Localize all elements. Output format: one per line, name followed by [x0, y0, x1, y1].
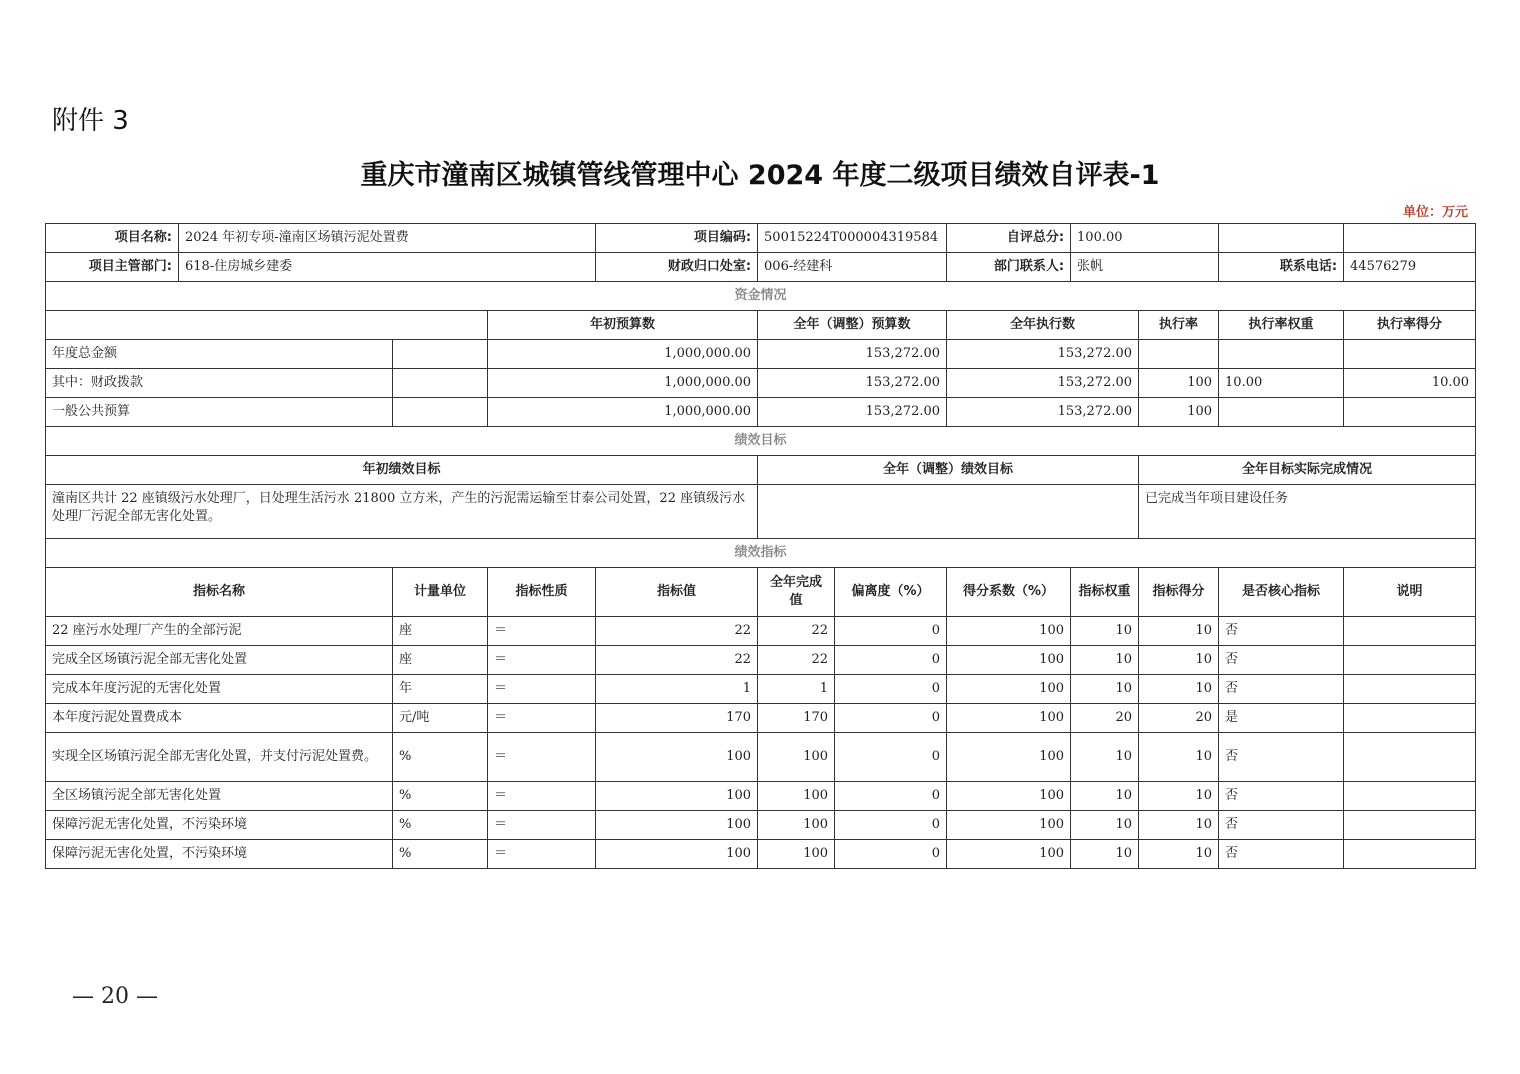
goals-header-row — [46, 456, 1476, 485]
ind-score: 10 — [1139, 617, 1219, 646]
ind-coef: 100 — [947, 617, 1071, 646]
funds-row-weight — [1219, 398, 1344, 427]
ind-note — [1344, 782, 1476, 811]
empty-cell — [393, 340, 488, 369]
info-row-2 — [46, 253, 1476, 282]
empty-cell — [393, 369, 488, 398]
ind-unit: 座 — [393, 646, 488, 675]
ind-weight: 10 — [1071, 733, 1139, 782]
funds-row-name: 其中：财政拨款 — [46, 369, 393, 398]
project-code-value: 50015224T000004319584 — [758, 224, 947, 253]
funds-header-weight: 执行率权重 — [1219, 311, 1344, 340]
ind-value: 100 — [596, 782, 758, 811]
ind-deviation: 0 — [835, 675, 947, 704]
ind-header-nature: 指标性质 — [488, 568, 596, 617]
ind-nature: ＝ — [488, 617, 596, 646]
funds-row-weight: 10.00 — [1219, 369, 1344, 398]
ind-deviation: 0 — [835, 733, 947, 782]
ind-unit: % — [393, 811, 488, 840]
ind-unit: 元/吨 — [393, 704, 488, 733]
ind-coef: 100 — [947, 811, 1071, 840]
ind-coef: 100 — [947, 675, 1071, 704]
funds-row-adjusted: 153,272.00 — [758, 398, 947, 427]
ind-weight: 10 — [1071, 782, 1139, 811]
funds-row-adjusted: 153,272.00 — [758, 369, 947, 398]
ind-name: 完成全区场镇污泥全部无害化处置 — [46, 646, 393, 675]
ind-deviation: 0 — [835, 840, 947, 869]
ind-done: 100 — [758, 811, 835, 840]
ind-note — [1344, 617, 1476, 646]
dept-value: 618-住房城乡建委 — [179, 253, 596, 282]
ind-header-coef: 得分系数（%） — [947, 568, 1071, 617]
goals-header-actual: 全年目标实际完成情况 — [1139, 456, 1476, 485]
ind-done: 170 — [758, 704, 835, 733]
contact-value: 张帆 — [1071, 253, 1219, 282]
ind-value: 1 — [596, 675, 758, 704]
funds-row-rate: 100 — [1139, 398, 1219, 427]
ind-coef: 100 — [947, 733, 1071, 782]
funds-row-initial: 1,000,000.00 — [488, 398, 758, 427]
project-name-label: 项目名称: — [46, 224, 179, 253]
ind-weight: 10 — [1071, 811, 1139, 840]
ind-name: 完成本年度污泥的无害化处置 — [46, 675, 393, 704]
ind-header-deviation: 偏离度（%） — [835, 568, 947, 617]
unit-label: 单位：万元 — [1402, 205, 1468, 220]
ind-note — [1344, 840, 1476, 869]
funds-row-initial: 1,000,000.00 — [488, 369, 758, 398]
self-score-value: 100.00 — [1071, 224, 1219, 253]
dept-label: 项目主管部门: — [46, 253, 179, 282]
ind-header-value: 指标值 — [596, 568, 758, 617]
self-score-label: 自评总分: — [947, 224, 1071, 253]
ind-deviation: 0 — [835, 782, 947, 811]
ind-name: 实现全区场镇污泥全部无害化处置，并支付污泥处置费。 — [46, 733, 393, 782]
funds-header-score: 执行率得分 — [1344, 311, 1476, 340]
ind-value: 100 — [596, 840, 758, 869]
ind-done: 22 — [758, 617, 835, 646]
ind-nature: ＝ — [488, 840, 596, 869]
ind-done: 100 — [758, 840, 835, 869]
project-code-label: 项目编码: — [596, 224, 758, 253]
funds-row — [46, 369, 1476, 398]
contact-label: 部门联系人: — [947, 253, 1071, 282]
funds-row-name: 一般公共预算 — [46, 398, 393, 427]
ind-deviation: 0 — [835, 646, 947, 675]
ind-score: 10 — [1139, 675, 1219, 704]
funds-row-rate — [1139, 340, 1219, 369]
office-label: 财政归口处室: — [596, 253, 758, 282]
ind-header-weight: 指标权重 — [1071, 568, 1139, 617]
ind-done: 22 — [758, 646, 835, 675]
funds-row-executed: 153,272.00 — [947, 369, 1139, 398]
ind-score: 20 — [1139, 704, 1219, 733]
ind-note — [1344, 811, 1476, 840]
funds-row-rate: 100 — [1139, 369, 1219, 398]
info-row-1 — [46, 224, 1476, 253]
funds-row-adjusted: 153,272.00 — [758, 340, 947, 369]
ind-weight: 20 — [1071, 704, 1139, 733]
ind-unit: 年 — [393, 675, 488, 704]
empty-cell — [1344, 224, 1476, 253]
ind-header-done: 全年完成值 — [758, 568, 835, 617]
indicator-row — [46, 646, 1476, 675]
ind-note — [1344, 646, 1476, 675]
ind-weight: 10 — [1071, 646, 1139, 675]
funds-row-score — [1344, 398, 1476, 427]
ind-weight: 10 — [1071, 840, 1139, 869]
ind-value: 100 — [596, 811, 758, 840]
ind-core: 否 — [1219, 811, 1344, 840]
ind-score: 10 — [1139, 840, 1219, 869]
ind-name: 保障污泥无害化处置，不污染环境 — [46, 840, 393, 869]
project-name-value: 2024 年初专项-潼南区场镇污泥处置费 — [179, 224, 596, 253]
indicator-row — [46, 617, 1476, 646]
ind-nature: ＝ — [488, 646, 596, 675]
funds-header-executed: 全年执行数 — [947, 311, 1139, 340]
goals-header-initial: 年初绩效目标 — [46, 456, 758, 485]
indicators-section-title: 绩效指标 — [46, 539, 1476, 568]
ind-header-core: 是否核心指标 — [1219, 568, 1344, 617]
ind-header-unit: 计量单位 — [393, 568, 488, 617]
funds-header-row — [46, 311, 1476, 340]
funds-row-weight — [1219, 340, 1344, 369]
empty-cell — [46, 311, 488, 340]
ind-header-name: 指标名称 — [46, 568, 393, 617]
ind-note — [1344, 733, 1476, 782]
ind-value: 22 — [596, 617, 758, 646]
page-title: 重庆市潼南区城镇管线管理中心 2024 年度二级项目绩效自评表-1 — [360, 160, 1160, 191]
funds-row-score — [1344, 340, 1476, 369]
ind-core: 否 — [1219, 840, 1344, 869]
ind-header-note: 说明 — [1344, 568, 1476, 617]
ind-nature: ＝ — [488, 675, 596, 704]
funds-row-executed: 153,272.00 — [947, 340, 1139, 369]
ind-nature: ＝ — [488, 733, 596, 782]
funds-section-title: 资金情况 — [46, 282, 1476, 311]
ind-value: 22 — [596, 646, 758, 675]
indicator-row — [46, 840, 1476, 869]
ind-score: 10 — [1139, 646, 1219, 675]
funds-header-initial: 年初预算数 — [488, 311, 758, 340]
funds-row-executed: 153,272.00 — [947, 398, 1139, 427]
goals-actual-text: 已完成当年项目建设任务 — [1139, 485, 1476, 539]
indicator-row — [46, 704, 1476, 733]
goals-adjusted-text — [758, 485, 1139, 539]
ind-deviation: 0 — [835, 617, 947, 646]
indicators-header-row — [46, 568, 1476, 617]
indicator-row — [46, 675, 1476, 704]
funds-row — [46, 340, 1476, 369]
ind-score: 10 — [1139, 733, 1219, 782]
indicator-row — [46, 733, 1476, 782]
ind-note — [1344, 675, 1476, 704]
goals-header-adjusted: 全年（调整）绩效目标 — [758, 456, 1139, 485]
office-value: 006-经建科 — [758, 253, 947, 282]
ind-unit: % — [393, 782, 488, 811]
ind-unit: 座 — [393, 617, 488, 646]
funds-header-rate: 执行率 — [1139, 311, 1219, 340]
empty-cell — [1219, 224, 1344, 253]
ind-weight: 10 — [1071, 675, 1139, 704]
ind-core: 否 — [1219, 675, 1344, 704]
ind-deviation: 0 — [835, 811, 947, 840]
ind-coef: 100 — [947, 840, 1071, 869]
evaluation-table — [45, 223, 1476, 869]
ind-note — [1344, 704, 1476, 733]
goals-initial-text: 潼南区共计 22 座镇级污水处理厂，日处理生活污水 21800 立方米，产生的污泥需运输至甘泰公司处置，22 座镇级污水处理厂污泥全部无害化处置。 — [46, 485, 758, 539]
funds-header-adjusted: 全年（调整）预算数 — [758, 311, 947, 340]
ind-done: 1 — [758, 675, 835, 704]
funds-row — [46, 398, 1476, 427]
ind-core: 是 — [1219, 704, 1344, 733]
phone-value: 44576279 — [1344, 253, 1476, 282]
ind-value: 100 — [596, 733, 758, 782]
ind-name: 全区场镇污泥全部无害化处置 — [46, 782, 393, 811]
ind-core: 否 — [1219, 617, 1344, 646]
ind-core: 否 — [1219, 646, 1344, 675]
ind-name: 22 座污水处理厂产生的全部污泥 — [46, 617, 393, 646]
page-number: — 20 — — [72, 984, 158, 1009]
ind-core: 否 — [1219, 733, 1344, 782]
ind-value: 170 — [596, 704, 758, 733]
ind-weight: 10 — [1071, 617, 1139, 646]
ind-coef: 100 — [947, 646, 1071, 675]
ind-nature: ＝ — [488, 782, 596, 811]
funds-row-initial: 1,000,000.00 — [488, 340, 758, 369]
funds-row-score: 10.00 — [1344, 369, 1476, 398]
ind-unit: % — [393, 840, 488, 869]
funds-row-name: 年度总金额 — [46, 340, 393, 369]
ind-core: 否 — [1219, 782, 1344, 811]
ind-score: 10 — [1139, 782, 1219, 811]
ind-name: 保障污泥无害化处置，不污染环境 — [46, 811, 393, 840]
ind-score: 10 — [1139, 811, 1219, 840]
empty-cell — [393, 398, 488, 427]
phone-label: 联系电话: — [1219, 253, 1344, 282]
ind-nature: ＝ — [488, 704, 596, 733]
indicator-row — [46, 811, 1476, 840]
ind-done: 100 — [758, 733, 835, 782]
goals-section-title: 绩效目标 — [46, 427, 1476, 456]
indicator-row — [46, 782, 1476, 811]
goals-content-row — [46, 485, 1476, 539]
ind-deviation: 0 — [835, 704, 947, 733]
ind-nature: ＝ — [488, 811, 596, 840]
ind-done: 100 — [758, 782, 835, 811]
attachment-label: 附件 3 — [52, 106, 129, 136]
ind-name: 本年度污泥处置费成本 — [46, 704, 393, 733]
ind-coef: 100 — [947, 782, 1071, 811]
ind-coef: 100 — [947, 704, 1071, 733]
ind-header-score: 指标得分 — [1139, 568, 1219, 617]
ind-unit: % — [393, 733, 488, 782]
